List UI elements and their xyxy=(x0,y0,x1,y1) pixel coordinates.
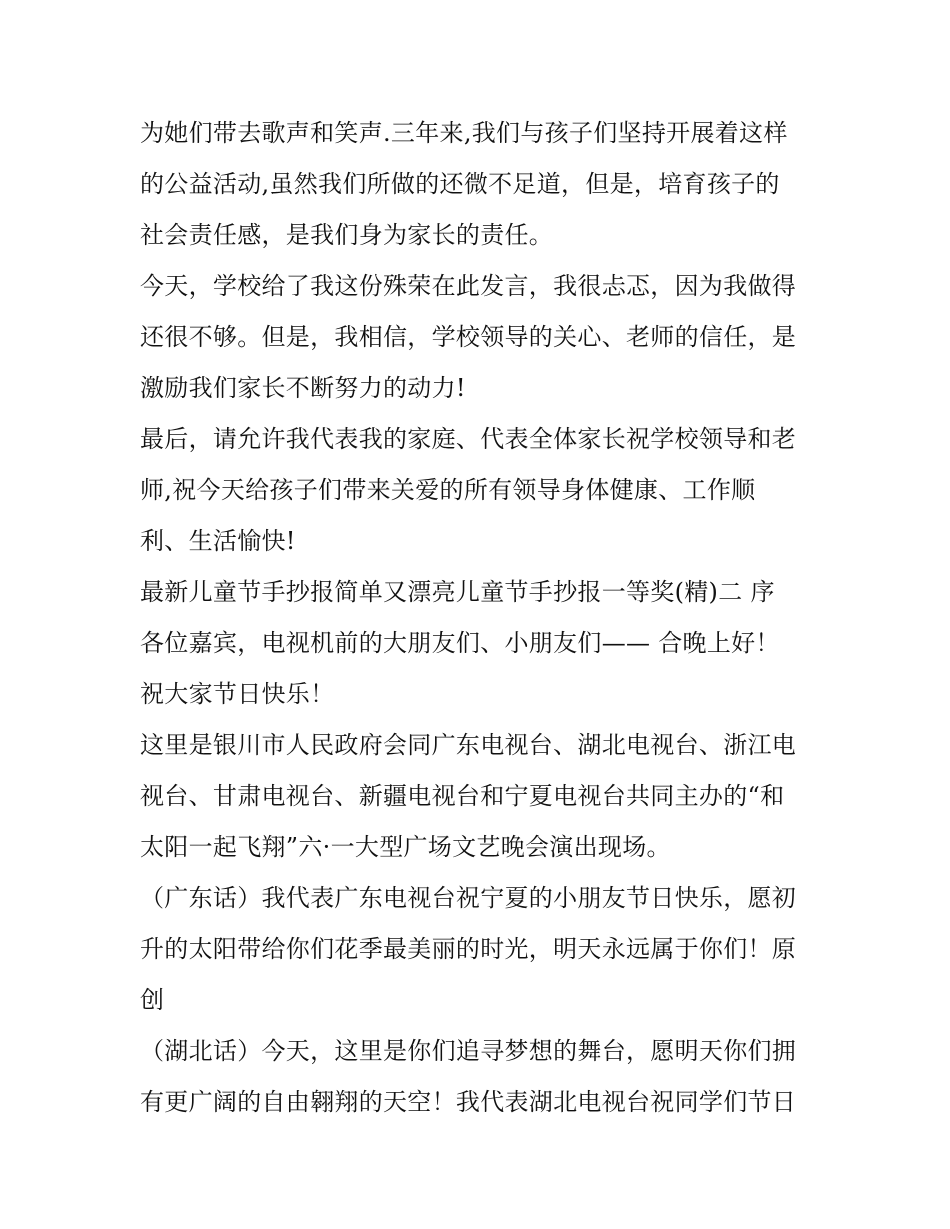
text-line: 升的太阳带给你们花季最美丽的时光，明天永远属于你们！原 xyxy=(140,935,797,963)
document-body xyxy=(140,108,820,1128)
text-line: 各位嘉宾，电视机前的大朋友们、小朋友们—— 合晚上好！ xyxy=(140,629,780,657)
text-line: 为她们带去歌声和笑声.三年来,我们与孩子们坚持开展着这样 xyxy=(140,119,788,147)
text-line: 今天，学校给了我这份殊荣在此发言，我很忐忑，因为我做得 xyxy=(140,272,797,300)
text-line: 最新儿童节手抄报简单又漂亮儿童节手抄报一等奖(精)二 序 xyxy=(140,578,775,606)
text-line: （广东话）我代表广东电视台祝宁夏的小朋友节日快乐，愿初 xyxy=(140,884,797,912)
text-line: 这里是银川市人民政府会同广东电视台、湖北电视台、浙江电 xyxy=(140,731,797,759)
text-line: 视台、甘肃电视台、新疆电视台和宁夏电视台共同主办的“和 xyxy=(140,782,785,810)
text-line: （湖北话）今天，这里是你们追寻梦想的舞台，愿明天你们拥 xyxy=(140,1037,797,1065)
text-line: 太阳一起飞翔”六·一大型广场文艺晚会演出现场。 xyxy=(140,833,671,861)
text-line: 有更广阔的自由翱翔的天空！我代表湖北电视台祝同学们节日 xyxy=(140,1088,797,1116)
text-line: 还很不够。但是，我相信，学校领导的关心、老师的信任，是 xyxy=(140,323,797,351)
text-line: 的公益活动,虽然我们所做的还微不足道，但是，培育孩子的 xyxy=(140,170,780,198)
text-line: 社会责任感，是我们身为家长的责任。 xyxy=(140,221,554,249)
text-line: 利、生活愉快! xyxy=(140,527,296,555)
text-line: 创 xyxy=(140,986,165,1014)
text-line: 最后，请允许我代表我的家庭、代表全体家长祝学校领导和老 xyxy=(140,425,797,453)
text-line: 师,祝今天给孩子们带来关爱的所有领导身体健康、工作顺 xyxy=(140,476,756,504)
text-line: 激励我们家长不断努力的动力! xyxy=(140,374,466,402)
text-line: 祝大家节日快乐！ xyxy=(140,680,335,708)
